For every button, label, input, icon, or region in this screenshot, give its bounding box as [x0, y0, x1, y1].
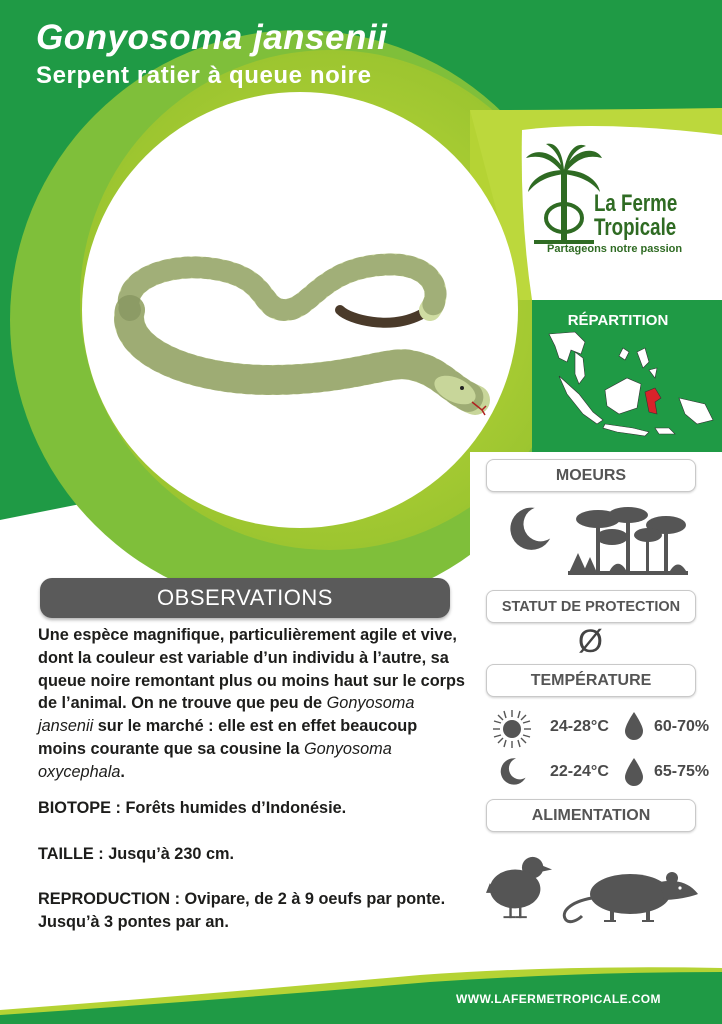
logo-tagline: Partageons notre passion [547, 243, 683, 255]
alimentation-heading: ALIMENTATION [486, 799, 696, 832]
taille-value: Jusqu’à 230 cm. [108, 845, 235, 863]
species-name: Gonyosoma jansenii [38, 694, 415, 736]
palm-tree-icon [524, 140, 604, 250]
droplet-icon [624, 711, 644, 741]
page-title: Gonyosoma jansenii [36, 18, 388, 57]
moon-icon [506, 504, 554, 552]
protection-heading: STATUT DE PROTECTION [486, 590, 696, 623]
taille-label: TAILLE : [38, 845, 104, 863]
observations-text-part-3: . [120, 762, 125, 781]
species-name: Gonyosoma oxycephala [38, 739, 392, 781]
taille-line [38, 843, 478, 866]
forest-icon [568, 500, 688, 580]
sun-icon [492, 709, 532, 749]
brand-logo [522, 140, 702, 265]
day-temperature: 24-28°C [550, 718, 609, 735]
observations-text [38, 624, 466, 784]
rat-icon [560, 866, 700, 926]
night-humidity: 65-75% [654, 763, 710, 780]
logo-line-2: Tropicale [594, 214, 677, 241]
chick-icon [486, 852, 554, 924]
no-protection-symbol: Ø [578, 623, 603, 659]
observations-text-part-2: sur le marché : elle est en effet beaucoup moins courante que sa cousine la [38, 717, 418, 758]
biotope-label: BIOTOPE : [38, 799, 121, 817]
observations-text-part-1: Une espèce magnifique, particulièrement agile et vive, dont la couleur est variable d’un individu à l’autre, sa queue noire remontant plus ou moins haut sur le corps de l’animal. On ne trouve que peu de [38, 626, 465, 713]
logo-line-1: La Ferme [594, 190, 678, 217]
distribution-map [545, 328, 715, 453]
reproduction-line [38, 888, 458, 934]
reproduction-label: REPRODUCTION : [38, 890, 181, 908]
moeurs-heading: MOEURS [486, 459, 696, 492]
page-subtitle: Serpent ratier à queue noire [36, 62, 372, 89]
moon-icon [498, 756, 528, 786]
reproduction-value: Ovipare, de 2 à 9 oeufs par ponte. Jusqu’à 3 pontes par an. [38, 890, 446, 931]
night-temperature: 22-24°C [550, 763, 609, 780]
droplet-icon [624, 757, 644, 787]
day-humidity: 60-70% [654, 718, 710, 735]
temperature-heading: TEMPÉRATURE [486, 664, 696, 697]
website-link[interactable]: WWW.LAFERMETROPICALE.COM [456, 992, 661, 1006]
observations-heading: OBSERVATIONS [40, 578, 450, 618]
biotope-value: Forêts humides d’Indonésie. [125, 799, 347, 817]
snake-illustration [110, 240, 490, 420]
repartition-title: RÉPARTITION [567, 312, 669, 329]
highlight-region [645, 388, 661, 414]
biotope-line [38, 797, 478, 820]
